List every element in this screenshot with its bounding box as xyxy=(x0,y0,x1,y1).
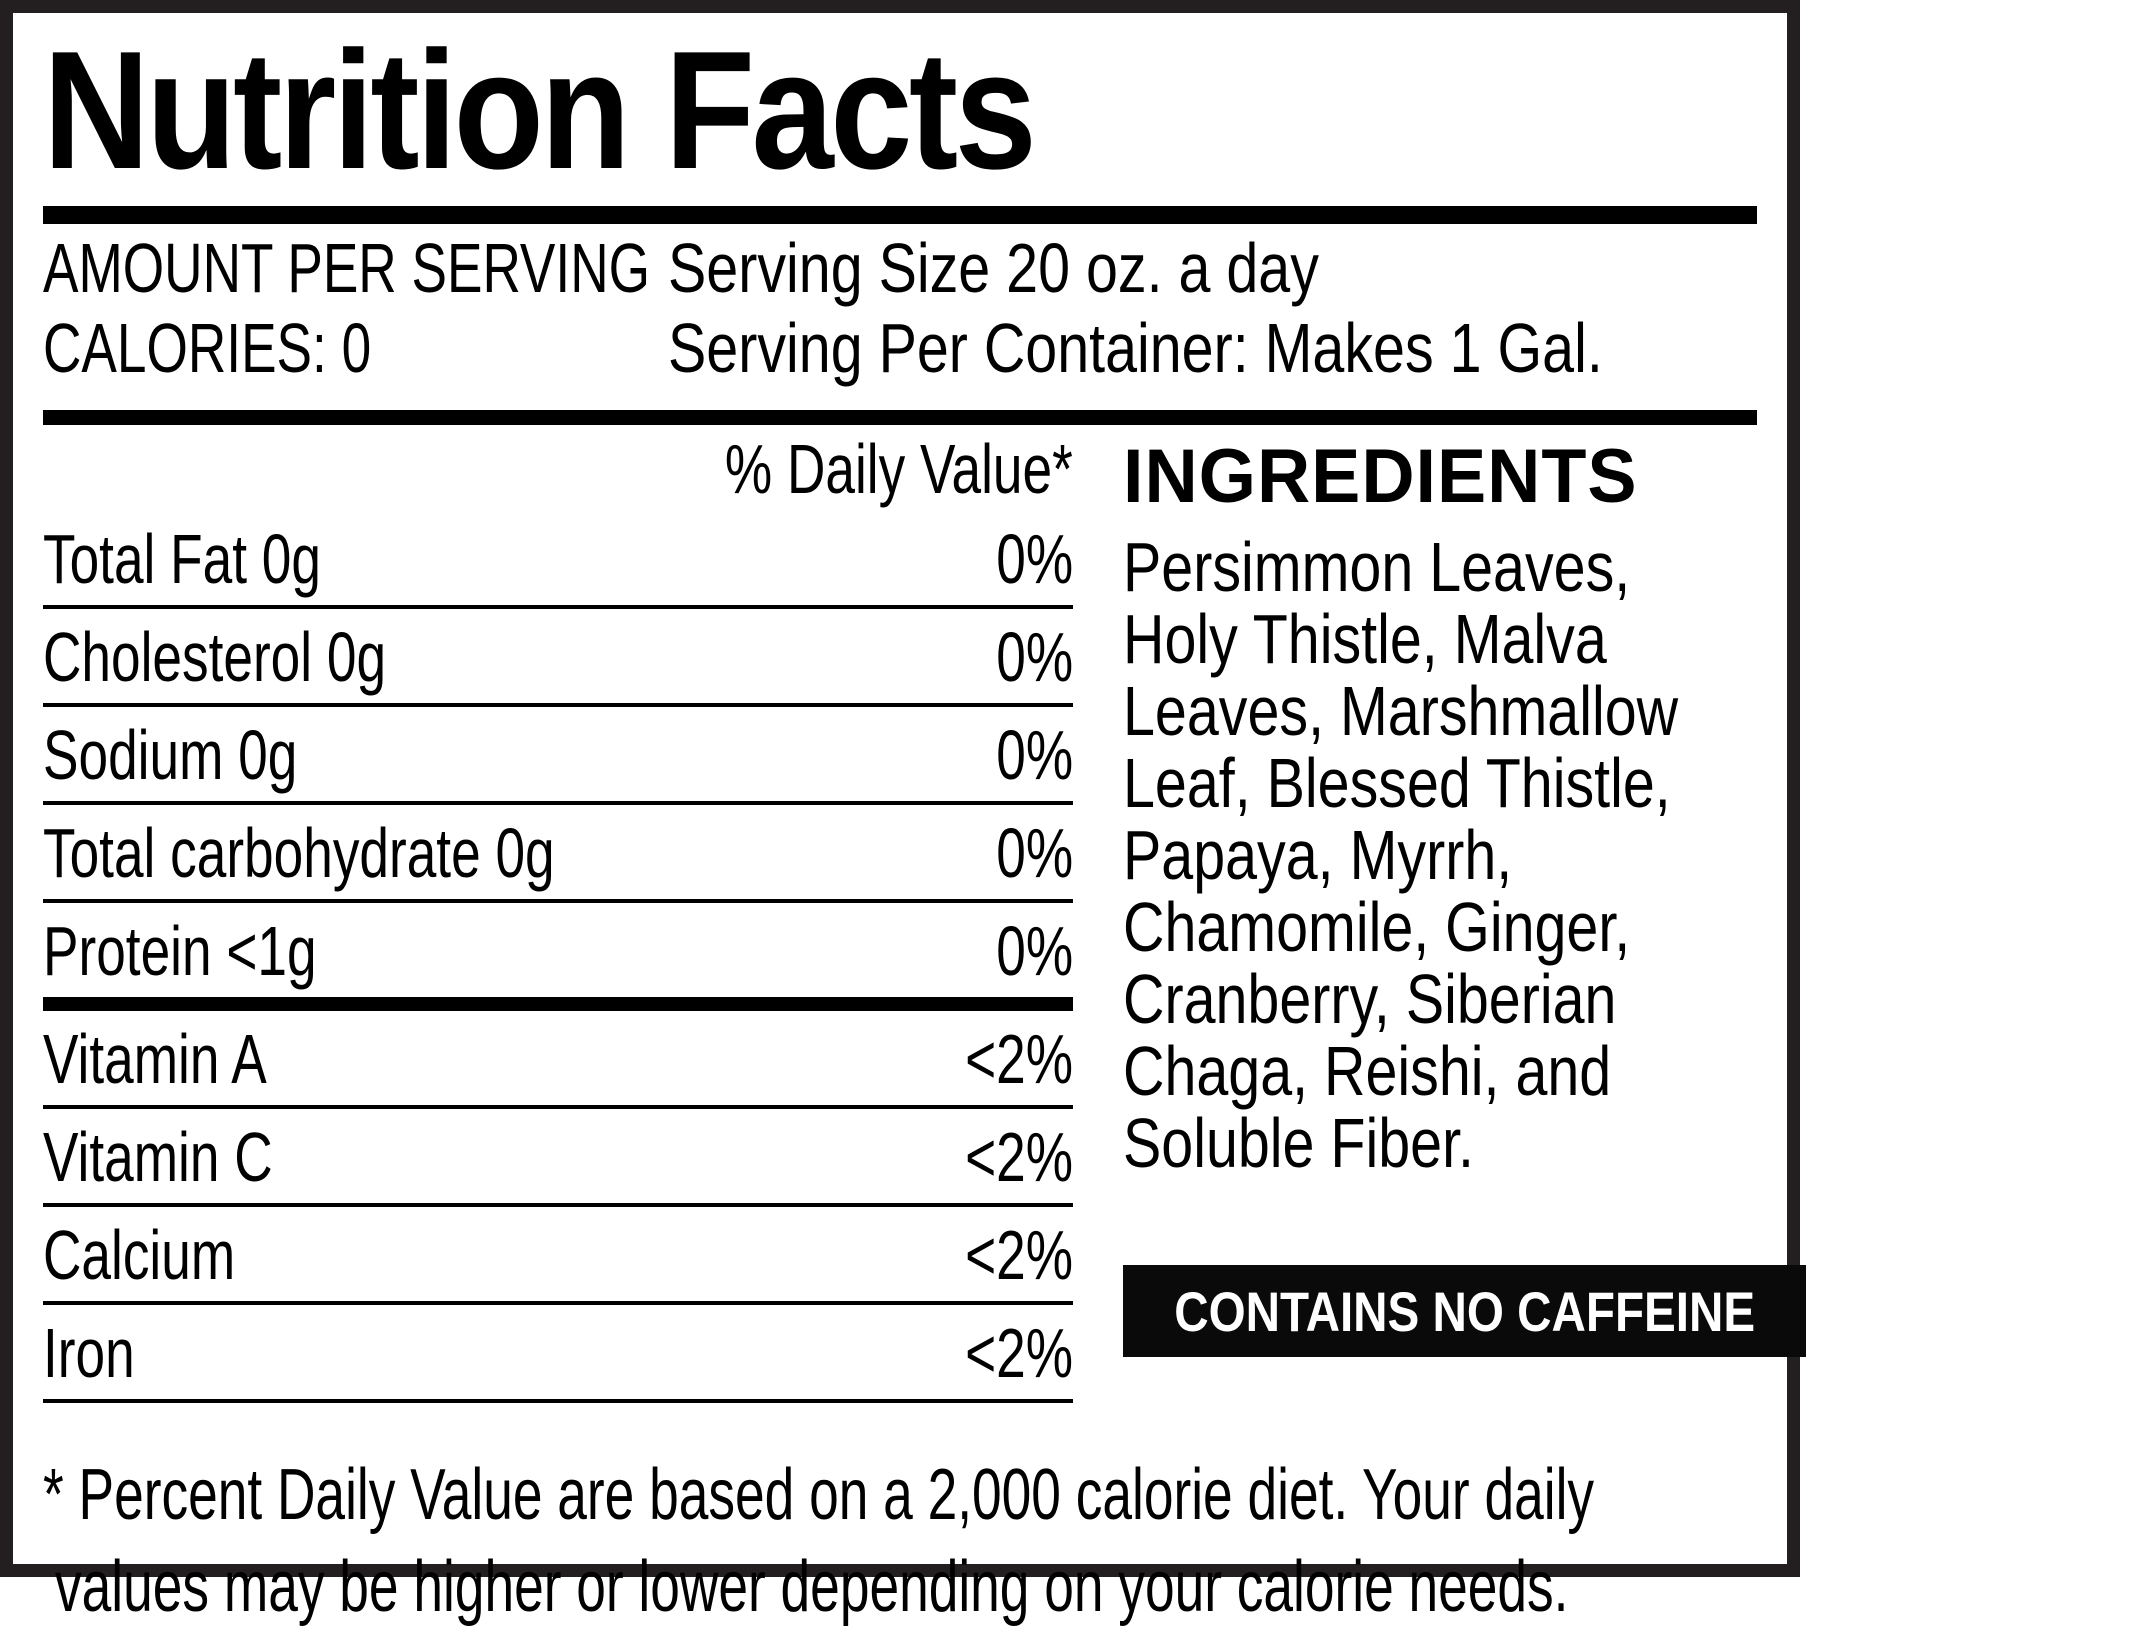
nutrient-row xyxy=(43,903,1073,1011)
nutrient-label: Vitamin C xyxy=(43,1118,273,1196)
ingredients-heading: INGREDIENTS xyxy=(1123,434,1638,519)
nutrient-daily-value: 0% xyxy=(996,618,1073,696)
ingredient-line: Leaf, Blessed Thistle, xyxy=(1123,744,1671,822)
nutrient-label: Total carbohydrate 0g xyxy=(43,814,555,892)
nutrient-row xyxy=(43,609,1073,707)
nutrient-daily-value: 0% xyxy=(996,912,1073,990)
nutrient-label: Sodium 0g xyxy=(43,716,298,794)
nutrient-label: Protein <1g xyxy=(43,912,317,990)
nutrient-daily-value: 0% xyxy=(996,814,1073,892)
footnote-line-2: values may be higher or lower depending on your calorie needs. xyxy=(55,1547,1569,1627)
main-content xyxy=(43,427,1757,1403)
footnote-line-1: * Percent Daily Value are based on a 2,000 calorie diet. Your daily xyxy=(43,1455,1595,1535)
ingredients-list xyxy=(1123,528,1806,1182)
serving-divider-bar xyxy=(43,410,1757,425)
nutrient-daily-value: 0% xyxy=(996,520,1073,598)
ingredient-line: Papaya, Myrrh, xyxy=(1123,816,1513,894)
ingredient-line: Persimmon Leaves, xyxy=(1123,528,1631,606)
serving-info-right-column xyxy=(668,228,1808,388)
nutrient-label: Iron xyxy=(43,1314,135,1392)
page-title-text: Nutrition Facts xyxy=(43,16,1034,204)
ingredient-line: Chamomile, Ginger, xyxy=(1123,888,1631,966)
ingredients-panel xyxy=(1123,427,1806,1403)
ingredient-line: Cranberry, Siberian xyxy=(1123,960,1617,1038)
nutrient-row xyxy=(43,511,1073,609)
nutrient-daily-value: 0% xyxy=(996,716,1073,794)
ingredient-line: Holy Thistle, Malva xyxy=(1123,600,1607,678)
nutrient-row xyxy=(43,1305,1073,1403)
ingredient-line: Chaga, Reishi, and xyxy=(1123,1032,1612,1110)
nutrient-daily-value: <2% xyxy=(965,1216,1073,1294)
nutrient-label: Cholesterol 0g xyxy=(43,618,387,696)
daily-value-header: % Daily Value* xyxy=(725,430,1073,508)
daily-value-footnote xyxy=(43,1449,1757,1633)
serving-info xyxy=(43,228,1757,388)
nutrient-row xyxy=(43,707,1073,805)
caffeine-banner-text: CONTAINS NO CAFFEINE xyxy=(1174,1279,1756,1343)
caffeine-banner xyxy=(1123,1265,1806,1357)
ingredient-line: Soluble Fiber. xyxy=(1123,1104,1474,1182)
title-divider-bar xyxy=(43,206,1757,224)
nutrient-row xyxy=(43,805,1073,903)
nutrient-rows xyxy=(43,511,1073,1403)
nutrient-row xyxy=(43,1207,1073,1305)
nutrient-table xyxy=(43,427,1073,1403)
ingredient-line: Leaves, Marshmallow xyxy=(1123,672,1679,750)
nutrient-row xyxy=(43,1011,1073,1109)
amount-per-serving-label: AMOUNT PER SERVING xyxy=(43,229,651,307)
nutrient-label: Vitamin A xyxy=(43,1020,267,1098)
page-title xyxy=(43,16,1757,204)
nutrient-daily-value: <2% xyxy=(965,1020,1073,1098)
nutrient-label: Total Fat 0g xyxy=(43,520,321,598)
nutrient-daily-value: <2% xyxy=(965,1314,1073,1392)
nutrient-label: Calcium xyxy=(43,1216,236,1294)
servings-per-container-line: Serving Per Container: Makes 1 Gal. xyxy=(668,309,1603,387)
nutrient-row xyxy=(43,1109,1073,1207)
serving-info-left-column xyxy=(43,228,668,388)
nutrient-daily-value: <2% xyxy=(965,1118,1073,1196)
serving-size-line: Serving Size 20 oz. a day xyxy=(668,229,1319,307)
calories-line: CALORIES: 0 xyxy=(43,309,372,387)
